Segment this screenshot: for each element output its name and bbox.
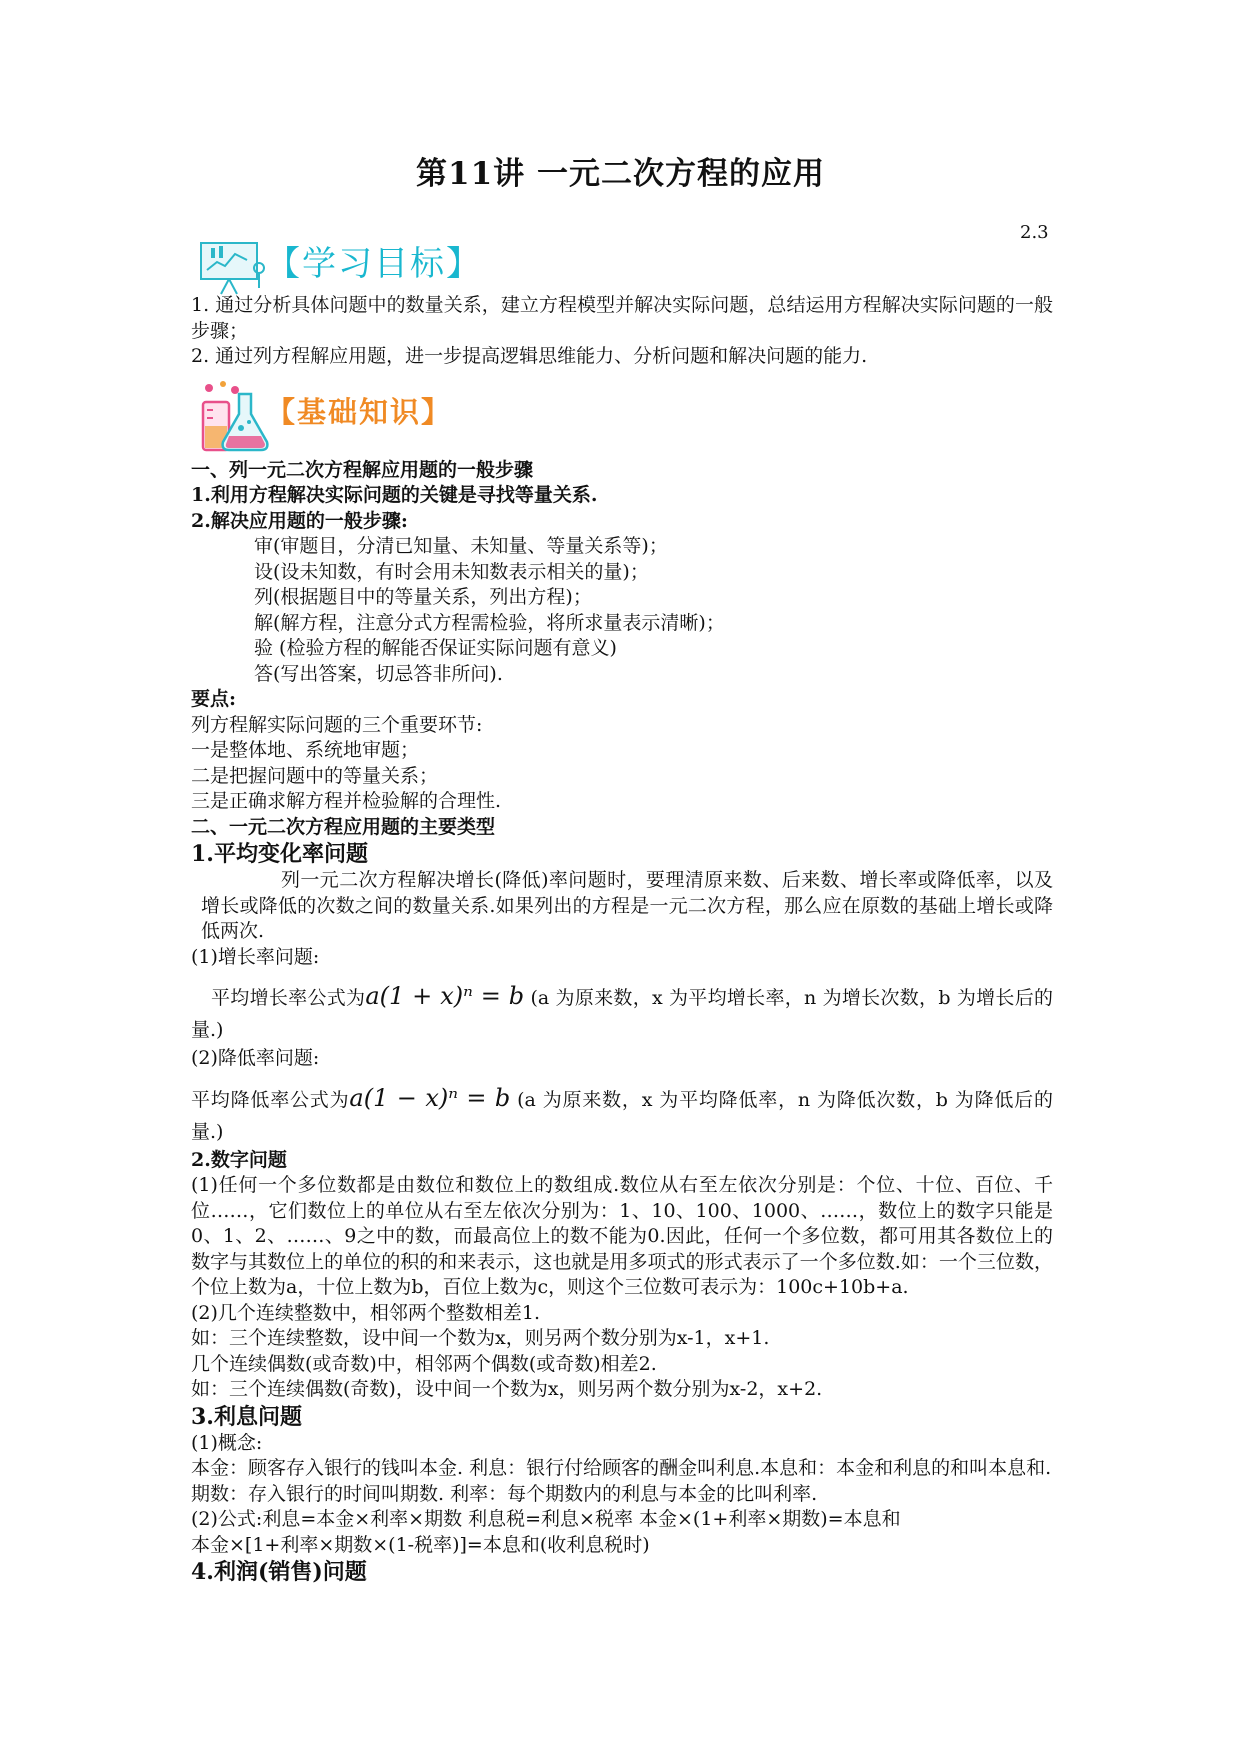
type-heading: 4.利润(销售)问题 [191, 1559, 367, 1585]
decline-description: (a 为原来数，x 为平均降低率，n 为降低次数，b 为降低后的量.) [191, 1088, 1053, 1143]
interest-line: (2)公式:利息=本金×利率×期数 利息税=利息×税率 本金×(1+利率×期数)=本息和 [191, 1508, 901, 1530]
keypoint-item: 二是把握问题中的等量关系； [191, 764, 439, 787]
steps-heading: 2.解决应用题的一般步骤: [191, 509, 408, 532]
page-title: 第11讲 一元二次方程的应用 [416, 156, 825, 192]
basics-header: 【基础知识】 [266, 394, 453, 429]
decline-formula: a(1 − x)ⁿ = b [349, 1083, 511, 1112]
keypoint-heading: 要点: [191, 688, 237, 710]
sub-heading: (2)降低率问题: [191, 1047, 320, 1069]
rate-paragraph: 列一元二次方程解决增长(降低)率问题时，要理清原来数、后来数、增长率或降低率，以及增长或降低的次数之间的数量关系.如果列出的方程是一元二次方程，那么应在原数的基础上增长或降低两次. [201, 869, 1053, 942]
flask-icon [199, 380, 271, 454]
decline-formula-line [191, 1082, 1053, 1148]
growth-prefix: 平均增长率公式为 [211, 987, 366, 1009]
type-heading: 2.数字问题 [191, 1148, 287, 1171]
keypoint-item: 三是正确求解方程并检验解的合理性. [191, 790, 502, 812]
digits-line: (2)几个连续整数中，相邻两个整数相差1. [191, 1301, 541, 1324]
type-heading: 1.平均变化率问题 [191, 841, 368, 867]
interest-line: 期数：存入银行的时间叫期数. 利率：每个期数内的利息与本金的比叫利率. [191, 1482, 818, 1505]
section-heading: 二、一元二次方程应用题的主要类型 [191, 815, 496, 838]
date-label: 2.3 [1020, 222, 1049, 243]
digits-line: 几个连续偶数(或奇数)中，相邻两个偶数(或奇数)相差2. [191, 1352, 657, 1375]
type-heading: 3.利息问题 [191, 1403, 302, 1430]
step-item: 审(审题目，分清已知量、未知量、等量关系等)； [254, 535, 668, 557]
keypoint-item: 一是整体地、系统地审题； [191, 739, 420, 761]
interest-line: 本金：顾客存入银行的钱叫本金. 利息：银行付给顾客的酬金叫利息.本息和：本金和利息的和叫本息和. [191, 1457, 1052, 1479]
growth-formula: a(1 + x)ⁿ = b [365, 982, 525, 1010]
key-statement: 1.利用方程解决实际问题的关键是寻找等量关系. [191, 484, 598, 506]
digits-paragraph: (1)任何一个多位数都是由数位和数位上的数组成.数位从右至左依次分别是：个位、十位、百位、千位……，它们数位上的单位从右至左依次分别为：1、10、100、1000、……，数位上的数字只能是0、1、2、……、9之中的数，而最高位上的数不能为0.因此，任何一个多位数，都可用其各数位上的数字与其数位上的单位的积的和来表示，这也就是用多项式的形式表示了一个多位数.如：一个三位数，个位上数为a，十位上数为b，百位上数为c，则这个三位数可表示为：100c+10b+a. [191, 1174, 1053, 1298]
growth-description: (a 为原来数，x 为平均增长率，n 为增长次数，b 为增长后的量.) [191, 987, 1053, 1041]
step-item: 验 (检验方程的解能否保证实际问题有意义) [254, 637, 617, 659]
sub-heading: (1)增长率问题: [191, 945, 320, 968]
keypoint-item: 列方程解实际问题的三个重要环节: [191, 713, 483, 736]
interest-line: (1)概念: [191, 1431, 263, 1454]
objective-item: 1. 通过分析具体问题中的数量关系，建立方程模型并解决实际问题，总结运用方程解决实际问题的一般步骤； [191, 294, 1053, 342]
objectives-header: 【学习目标】 [266, 244, 482, 284]
step-item: 列(根据题目中的等量关系，列出方程)； [254, 586, 592, 608]
growth-formula-line [191, 980, 1053, 1046]
interest-line: 本金×[1+利率×期数×(1-税率)]=本息和(收利息税时) [191, 1533, 650, 1556]
section-heading: 一、列一元二次方程解应用题的一般步骤 [191, 458, 534, 481]
teacher-board-icon [199, 240, 269, 296]
objective-item: 2. 通过列方程解应用题，进一步提高逻辑思维能力、分析问题和解决问题的能力. [191, 345, 868, 367]
step-item: 答(写出答案，切忌答非所问). [254, 662, 503, 685]
objectives-banner [191, 238, 1053, 293]
step-item: 解(解方程，注意分式方程需检验，将所求量表示清晰)； [254, 611, 725, 634]
basics-banner [191, 378, 1053, 458]
digits-line: 如：三个连续整数，设中间一个数为x，则另两个数分别为x-1，x+1. [191, 1327, 770, 1349]
digits-line: 如：三个连续偶数(奇数)，设中间一个数为x，则另两个数分别为x-2，x+2. [191, 1378, 823, 1400]
step-item: 设(设未知数，有时会用未知数表示相关的量)； [254, 560, 649, 583]
decline-prefix: 平均降低率公式为 [191, 1088, 350, 1111]
content-body [191, 238, 1053, 1586]
